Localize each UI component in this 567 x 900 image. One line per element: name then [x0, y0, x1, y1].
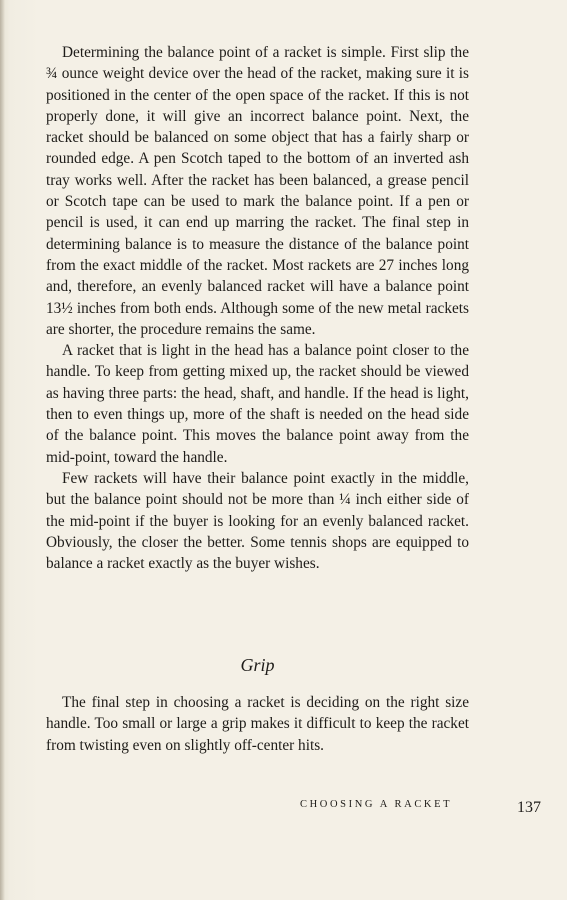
paragraph-balance-procedure: Determining the balance point of a racket is simple. First slip the ¾ ounce weight device over the head of the racket, making sure it is positioned in the center of the open space of the racket. If this is not properly done, it will give an incorrect balance point. Next, the racket should be balanced on some object that has a fairly sharp or rounded edge. A pen Scotch taped to the bottom of an inverted ash tray works well. After the racket has been balanced, a grease pencil or Scotch tape can be used to mark the balance point. If a pen or pencil is used, it can end up marring the racket. The final step in determining balance is to measure the distance of the balance point from the exact middle of the racket. Most rackets are 27 inches long and, therefore, an evenly balanced racket will have a balance point 13½ inches from both ends. Although some of the new metal rackets are shorter, the procedure remains the same.	[46, 44, 469, 338]
running-footer-title: CHOOSING A RACKET	[300, 799, 453, 810]
binding-shadow	[0, 0, 5, 900]
paragraph-light-head: A racket that is light in the head has a balance point closer to the handle. To keep from getting mixed up, the racket should be viewed as having three parts: the head, shaft, and handle. If the head is light, then to even things up, more of the shaft is needed on the head side of the balance point. This moves the balance point away from the mid-point, toward the handle.	[46, 342, 469, 466]
section-heading: Grip	[240, 655, 275, 675]
section-body-text	[46, 692, 469, 756]
body-text	[46, 42, 469, 574]
paragraph-evenly-balanced: Few rackets will have their balance point exactly in the middle, but the balance point should not be more than ¼ inch either side of the mid-point if the buyer is looking for an evenly balanced racket. Obviously, the closer the better. Some tennis shops are equipped to balance a racket exactly as the buyer wishes.	[46, 469, 469, 573]
paragraph-grip: The final step in choosing a racket is deciding on the right size handle. Too small or large a grip makes it difficult to keep the racket from twisting even on slightly off-center hits.	[46, 694, 469, 754]
page-number: 137	[517, 799, 541, 816]
